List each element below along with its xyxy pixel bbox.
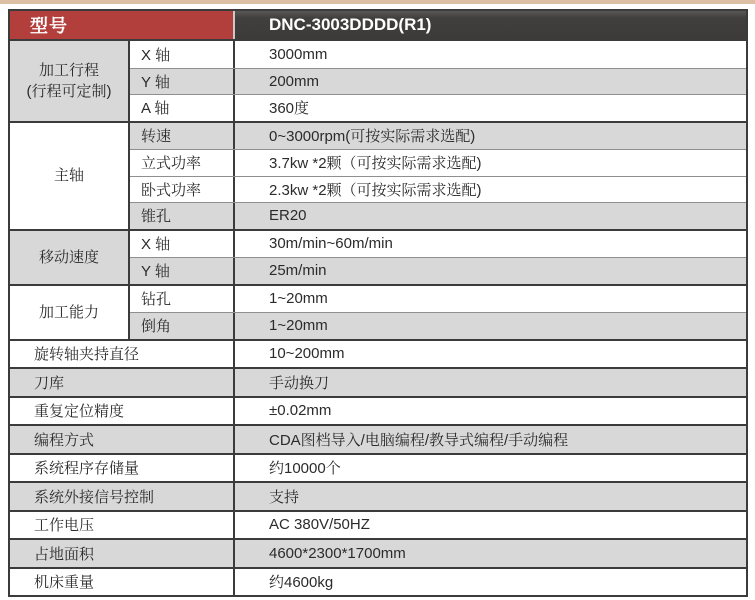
group-rows <box>130 286 746 339</box>
row-label-cell: X 轴 <box>130 231 235 258</box>
group-label-line: 加工行程 <box>38 61 99 79</box>
table-row <box>130 231 746 258</box>
table-body <box>10 39 746 595</box>
row-value-cell: ±0.02mm <box>269 402 332 420</box>
row-value-cell: 200mm <box>269 72 320 90</box>
row-value-cell: 2.3kw *2颗（可按实际需求选配) <box>269 181 482 199</box>
spec-group-section <box>10 284 746 339</box>
table-row <box>130 312 746 339</box>
table-row <box>10 538 746 567</box>
group-label-cell <box>10 41 130 121</box>
table-row <box>130 94 746 121</box>
row-value-cell: 25m/min <box>269 262 327 280</box>
row-label-cell: 立式功率 <box>130 150 235 176</box>
model-value-cell: DNC-3003DDDD(R1) <box>235 11 746 39</box>
top-accent-stripe <box>0 0 755 4</box>
row-value-cell: ER20 <box>269 207 307 225</box>
row-value-cell: CDA图档导入/电脑编程/教导式编程/手动编程 <box>269 431 569 449</box>
group-rows <box>130 231 746 284</box>
spec-group-section <box>10 121 746 229</box>
row-value-cell: 3000mm <box>269 45 328 63</box>
row-label-cell: 卧式功率 <box>130 177 235 203</box>
group-label-line: (行程可定制) <box>26 82 112 100</box>
row-value-cell: 手动换刀 <box>269 374 330 392</box>
group-rows <box>130 41 746 121</box>
table-row <box>130 123 746 150</box>
row-value-cell: 1~20mm <box>269 290 328 308</box>
table-row <box>10 567 746 596</box>
row-label-cell: Y 轴 <box>130 258 235 284</box>
row-label-cell: 编程方式 <box>10 426 235 453</box>
row-value-cell: 约4600kg <box>269 574 334 592</box>
row-value-cell: 4600*2300*1700mm <box>269 544 406 562</box>
group-label-line: 移动速度 <box>38 248 99 266</box>
row-value-cell: AC 380V/50HZ <box>269 516 370 534</box>
row-label-cell: 工作电压 <box>10 512 235 539</box>
table-row <box>10 510 746 539</box>
table-row <box>10 424 746 453</box>
row-value-cell: 0~3000rpm(可按实际需求选配) <box>269 128 476 146</box>
row-label-cell: 机床重量 <box>10 569 235 596</box>
row-label-cell: 锥孔 <box>130 203 235 229</box>
row-label-cell: 系统外接信号控制 <box>10 483 235 510</box>
table-row <box>10 339 746 368</box>
row-label-cell: 系统程序存储量 <box>10 455 235 482</box>
table-row <box>10 396 746 425</box>
row-value-cell: 支持 <box>269 488 300 506</box>
row-label-cell: 转速 <box>130 123 235 150</box>
row-label-cell: 刀库 <box>10 369 235 396</box>
spec-table <box>8 9 748 597</box>
row-value-cell: 1~20mm <box>269 317 328 335</box>
row-label-cell: A 轴 <box>130 95 235 121</box>
table-row <box>130 68 746 95</box>
row-label-cell: 占地面积 <box>10 540 235 567</box>
row-label-cell: Y 轴 <box>130 69 235 95</box>
row-value-cell: 约10000个 <box>269 460 341 478</box>
table-row <box>130 202 746 229</box>
row-label-cell: 重复定位精度 <box>10 398 235 425</box>
spec-group-section <box>10 39 746 121</box>
group-label-cell <box>10 286 130 339</box>
table-row <box>10 481 746 510</box>
table-row <box>130 176 746 203</box>
table-row <box>130 257 746 284</box>
row-value-cell: 30m/min~60m/min <box>269 235 393 253</box>
group-label-line: 加工能力 <box>38 303 99 321</box>
table-header-row <box>10 11 746 39</box>
table-row <box>10 367 746 396</box>
row-value-cell: 3.7kw *2颗（可按实际需求选配) <box>269 155 482 173</box>
model-header-cell: 型号 <box>10 11 235 39</box>
row-label-cell: 钻孔 <box>130 286 235 313</box>
table-row <box>130 149 746 176</box>
row-value-cell: 10~200mm <box>269 345 345 363</box>
group-rows <box>130 123 746 229</box>
table-row <box>130 286 746 313</box>
row-value-cell: 360度 <box>269 100 310 118</box>
table-row <box>10 453 746 482</box>
table-row <box>130 41 746 68</box>
group-label-cell <box>10 231 130 284</box>
row-label-cell: 倒角 <box>130 313 235 339</box>
group-label-line: 主轴 <box>53 167 84 184</box>
spec-group-section <box>10 229 746 284</box>
group-label-cell <box>10 123 130 229</box>
row-label-cell: 旋转轴夹持直径 <box>10 341 235 368</box>
row-label-cell: X 轴 <box>130 41 235 68</box>
